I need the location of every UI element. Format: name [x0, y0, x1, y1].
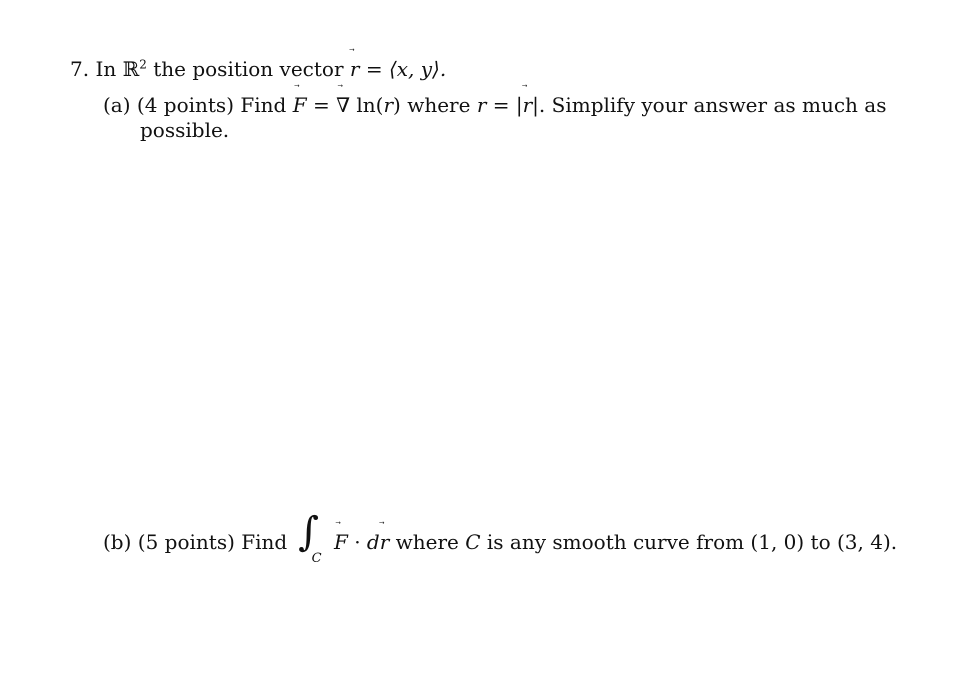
part-a-find: Find — [240, 93, 287, 117]
position-tuple: ⟨x, y⟩. — [388, 57, 447, 81]
problem-text: the position vector — [153, 57, 344, 81]
part-a-points: (4 points) — [136, 93, 234, 117]
dot-operator: · — [354, 530, 361, 554]
position-vector: r — [349, 57, 360, 81]
part-b-find: Find — [241, 530, 288, 554]
line-integral — [294, 509, 328, 566]
gradient-operator: ∇ — [336, 93, 351, 117]
differential-dr: d r — [366, 530, 390, 554]
integral-subscript: C — [311, 551, 322, 566]
equals-sign-a1: = — [312, 93, 330, 117]
equals-sign-a2: = — [492, 93, 510, 117]
part-b-line — [103, 509, 898, 566]
vector-F-b: F — [333, 530, 348, 554]
space-symbol: ℝ$^2$ — [122, 57, 147, 81]
integral-sign-icon: ∫ — [298, 509, 319, 555]
problem-heading — [70, 57, 446, 81]
abs-expression: | r|. — [515, 93, 546, 117]
problem-intro: In — [95, 57, 117, 81]
part-b-where: where — [395, 530, 459, 554]
ln-expression: ln(r) — [356, 93, 401, 117]
part-b-rest: is any smooth curve from (1, 0) to (3, 4). — [486, 530, 898, 554]
curve-variable: C — [465, 530, 481, 554]
part-a-instruction-1: Simplify your answer as much as — [551, 93, 887, 117]
problem-number: 7. — [70, 57, 90, 81]
part-b-label: (b) — [103, 530, 132, 554]
part-a-line-1 — [103, 93, 886, 117]
vector-F: F — [292, 93, 307, 117]
r-variable: r — [476, 93, 487, 117]
equals-sign: = — [365, 57, 383, 81]
part-b-points: (5 points) — [137, 530, 235, 554]
part-a-line-2 — [140, 118, 229, 142]
part-a-where: where — [407, 93, 471, 117]
part-a-instruction-2: possible. — [140, 118, 230, 142]
part-a-label: (a) — [103, 93, 131, 117]
